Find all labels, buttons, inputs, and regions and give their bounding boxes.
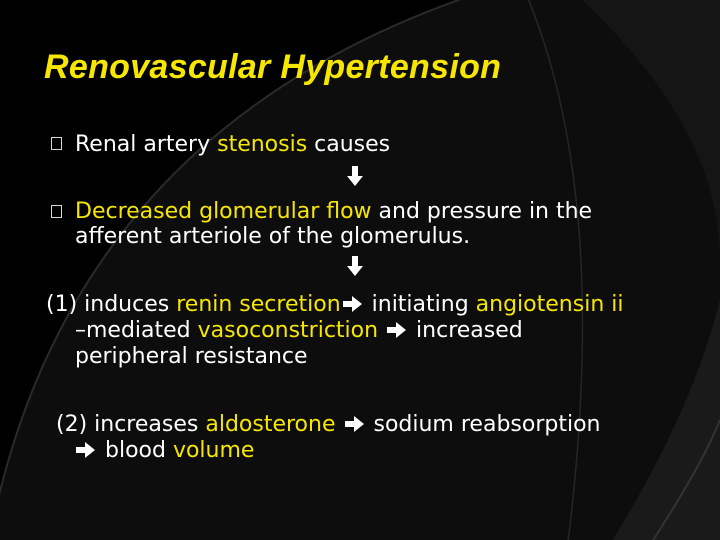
point1-highlight-vasoconstriction: vasoconstriction (197, 318, 379, 343)
point1-line3: peripheral resistance (75, 344, 308, 369)
point1-highlight-angiotensin: angiotensin ii (475, 292, 624, 317)
point1-text-g: increased (409, 318, 523, 343)
arrow-right-icon (386, 322, 407, 338)
arrow-right-icon (344, 416, 365, 432)
point1-highlight-renin-secretion: renin secretion (176, 292, 341, 317)
bullet1-text-c: causes (307, 132, 391, 157)
bullet-decreased-flow (75, 199, 592, 249)
point1-text-a: (1) induces (46, 292, 177, 317)
arrow-right-icon (342, 296, 363, 312)
point-aldosterone (56, 412, 600, 437)
arrow-down-icon (347, 165, 363, 187)
bullet2-line2: afferent arteriole of the glomerulus. (75, 224, 471, 249)
bullet1-text-a: Renal artery (75, 132, 218, 157)
bullet1-highlight-stenosis: stenosis (217, 132, 308, 157)
square-bullet-icon (51, 137, 62, 150)
point-renin-secretion (46, 292, 623, 317)
bullet-renal-artery (75, 132, 390, 157)
point2-highlight-volume: volume (172, 438, 255, 463)
point2-text-c: sodium reabsorption (366, 412, 601, 437)
point2-text-d: blood (98, 438, 173, 463)
point-aldosterone-line2 (74, 438, 254, 463)
point2-text-a: (2) increases (56, 412, 206, 437)
point1-text-c: initiating (364, 292, 476, 317)
bullet2-text-b: and pressure in the (371, 199, 593, 224)
point-renin-secretion-line2 (75, 318, 523, 343)
arrow-down-icon (347, 255, 363, 277)
square-bullet-icon (51, 205, 62, 218)
point-renin-secretion-line3 (75, 344, 308, 369)
point1-text-e: –mediated (75, 318, 198, 343)
arrow-right-icon (75, 442, 96, 458)
slide-title: Renovascular Hypertension (44, 48, 502, 86)
bullet2-highlight-glomerular-flow: Decreased glomerular flow (75, 199, 372, 224)
point2-highlight-aldosterone: aldosterone (205, 412, 336, 437)
